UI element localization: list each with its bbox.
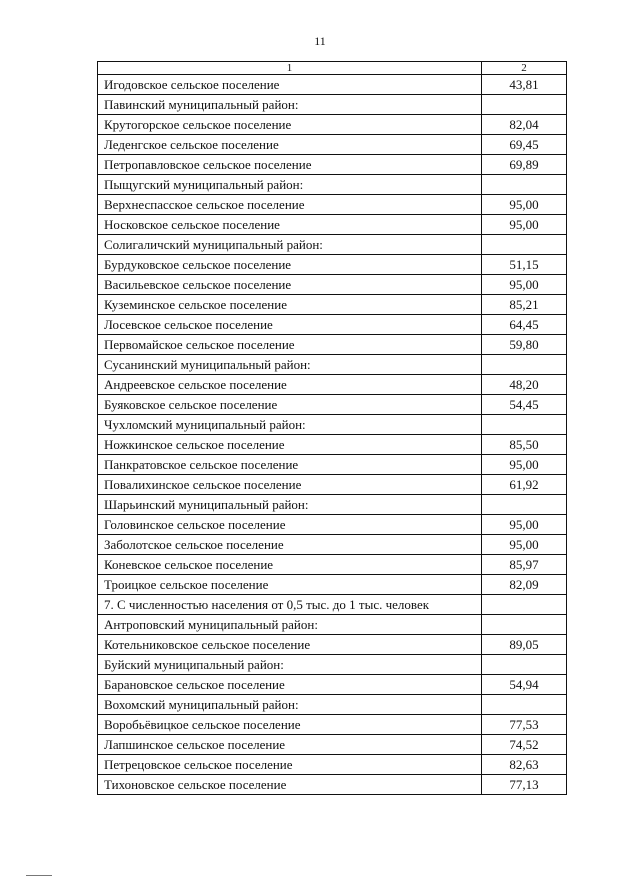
- table-row: [98, 775, 567, 795]
- table-row: [98, 415, 567, 435]
- table-row: [98, 735, 567, 755]
- page-number: 11: [314, 34, 326, 48]
- table-row: [98, 155, 567, 175]
- row-name-cell: Антроповский муниципальный район:: [98, 615, 482, 635]
- table-row: [98, 495, 567, 515]
- column-header-1: 1: [98, 62, 482, 75]
- row-name-cell: Ножкинское сельское поселение: [98, 435, 482, 455]
- row-value-cell: 95,00: [482, 275, 567, 295]
- row-name-cell: Петрецовское сельское поселение: [98, 755, 482, 775]
- row-value-cell: 95,00: [482, 195, 567, 215]
- table-row: [98, 255, 567, 275]
- table-row: [98, 475, 567, 495]
- row-value-cell: 85,97: [482, 555, 567, 575]
- table-row: [98, 455, 567, 475]
- row-name-cell: Шарьинский муниципальный район:: [98, 495, 482, 515]
- row-name-cell: Барановское сельское поселение: [98, 675, 482, 695]
- row-name-cell: Буяковское сельское поселение: [98, 395, 482, 415]
- row-name-cell: Верхнеспасское сельское поселение: [98, 195, 482, 215]
- row-name-cell: Коневское сельское поселение: [98, 555, 482, 575]
- row-value-cell: [482, 695, 567, 715]
- row-name-cell: Игодовское сельское поселение: [98, 75, 482, 95]
- row-value-cell: 69,45: [482, 135, 567, 155]
- row-value-cell: 77,13: [482, 775, 567, 795]
- table-row: [98, 375, 567, 395]
- row-name-cell: Воробьёвицкое сельское поселение: [98, 715, 482, 735]
- row-name-cell: Лапшинское сельское поселение: [98, 735, 482, 755]
- row-value-cell: 54,45: [482, 395, 567, 415]
- row-value-cell: 82,04: [482, 115, 567, 135]
- row-value-cell: 95,00: [482, 455, 567, 475]
- table-row: [98, 395, 567, 415]
- table-row: [98, 75, 567, 95]
- table-row: [98, 575, 567, 595]
- table-row: [98, 275, 567, 295]
- row-name-cell: Петропавловское сельское поселение: [98, 155, 482, 175]
- row-value-cell: 48,20: [482, 375, 567, 395]
- row-value-cell: 85,50: [482, 435, 567, 455]
- row-value-cell: 95,00: [482, 535, 567, 555]
- row-value-cell: 69,89: [482, 155, 567, 175]
- row-name-cell: Куземинское сельское поселение: [98, 295, 482, 315]
- row-name-cell: Пыщугский муниципальный район:: [98, 175, 482, 195]
- table-row: [98, 535, 567, 555]
- table-row: [98, 115, 567, 135]
- row-value-cell: [482, 235, 567, 255]
- row-name-cell: Заболотское сельское поселение: [98, 535, 482, 555]
- table-row: [98, 355, 567, 375]
- row-value-cell: [482, 415, 567, 435]
- row-value-cell: 74,52: [482, 735, 567, 755]
- row-value-cell: 64,45: [482, 315, 567, 335]
- row-name-cell: Сусанинский муниципальный район:: [98, 355, 482, 375]
- table-row: [98, 555, 567, 575]
- table-row: [98, 215, 567, 235]
- table-row: [98, 135, 567, 155]
- table-row: [98, 435, 567, 455]
- row-value-cell: 82,63: [482, 755, 567, 775]
- row-name-cell: Повалихинское сельское поселение: [98, 475, 482, 495]
- table-row: [98, 175, 567, 195]
- row-value-cell: 77,53: [482, 715, 567, 735]
- row-name-cell: Солигаличский муниципальный район:: [98, 235, 482, 255]
- row-name-cell: Лосевское сельское поселение: [98, 315, 482, 335]
- settlements-table: [97, 61, 567, 795]
- table-row: [98, 515, 567, 535]
- row-name-cell: Буйский муниципальный район:: [98, 655, 482, 675]
- table-row: [98, 315, 567, 335]
- table-row: [98, 755, 567, 775]
- table-row: [98, 695, 567, 715]
- table-row: [98, 235, 567, 255]
- row-name-cell: Андреевское сельское поселение: [98, 375, 482, 395]
- row-name-cell: Васильевское сельское поселение: [98, 275, 482, 295]
- table-row: [98, 95, 567, 115]
- row-value-cell: 43,81: [482, 75, 567, 95]
- table-row: [98, 335, 567, 355]
- row-name-cell: Панкратовское сельское поселение: [98, 455, 482, 475]
- row-name-cell: Леденгское сельское поселение: [98, 135, 482, 155]
- row-value-cell: 95,00: [482, 515, 567, 535]
- row-name-cell: Первомайское сельское поселение: [98, 335, 482, 355]
- row-name-cell: Чухломский муниципальный район:: [98, 415, 482, 435]
- row-value-cell: [482, 655, 567, 675]
- row-value-cell: [482, 615, 567, 635]
- row-value-cell: 89,05: [482, 635, 567, 655]
- row-name-cell: Тихоновское сельское поселение: [98, 775, 482, 795]
- row-name-cell: Котельниковское сельское поселение: [98, 635, 482, 655]
- row-value-cell: 59,80: [482, 335, 567, 355]
- row-name-cell: Павинский муниципальный район:: [98, 95, 482, 115]
- table-row: [98, 615, 567, 635]
- row-value-cell: 51,15: [482, 255, 567, 275]
- row-value-cell: [482, 355, 567, 375]
- table-row: [98, 635, 567, 655]
- column-header-2: 2: [482, 62, 567, 75]
- table-row: [98, 715, 567, 735]
- row-value-cell: 54,94: [482, 675, 567, 695]
- row-value-cell: [482, 495, 567, 515]
- row-value-cell: 95,00: [482, 215, 567, 235]
- table-row: [98, 675, 567, 695]
- table-row: [98, 195, 567, 215]
- row-name-cell: Вохомский муниципальный район:: [98, 695, 482, 715]
- row-value-cell: 61,92: [482, 475, 567, 495]
- table-body: [98, 75, 567, 795]
- row-name-cell: Носковское сельское поселение: [98, 215, 482, 235]
- table-header-row: [98, 62, 567, 75]
- row-value-cell: 82,09: [482, 575, 567, 595]
- row-name-cell: Головинское сельское поселение: [98, 515, 482, 535]
- table-row: [98, 595, 567, 615]
- row-value-cell: [482, 175, 567, 195]
- row-value-cell: [482, 95, 567, 115]
- row-value-cell: [482, 595, 567, 615]
- footer-mark: [26, 875, 52, 876]
- table-row: [98, 655, 567, 675]
- table-row: [98, 295, 567, 315]
- row-name-cell: 7. С численностью населения от 0,5 тыс. до 1 тыс. человек: [98, 595, 482, 615]
- row-name-cell: Троицкое сельское поселение: [98, 575, 482, 595]
- row-name-cell: Крутогорское сельское поселение: [98, 115, 482, 135]
- row-name-cell: Бурдуковское сельское поселение: [98, 255, 482, 275]
- row-value-cell: 85,21: [482, 295, 567, 315]
